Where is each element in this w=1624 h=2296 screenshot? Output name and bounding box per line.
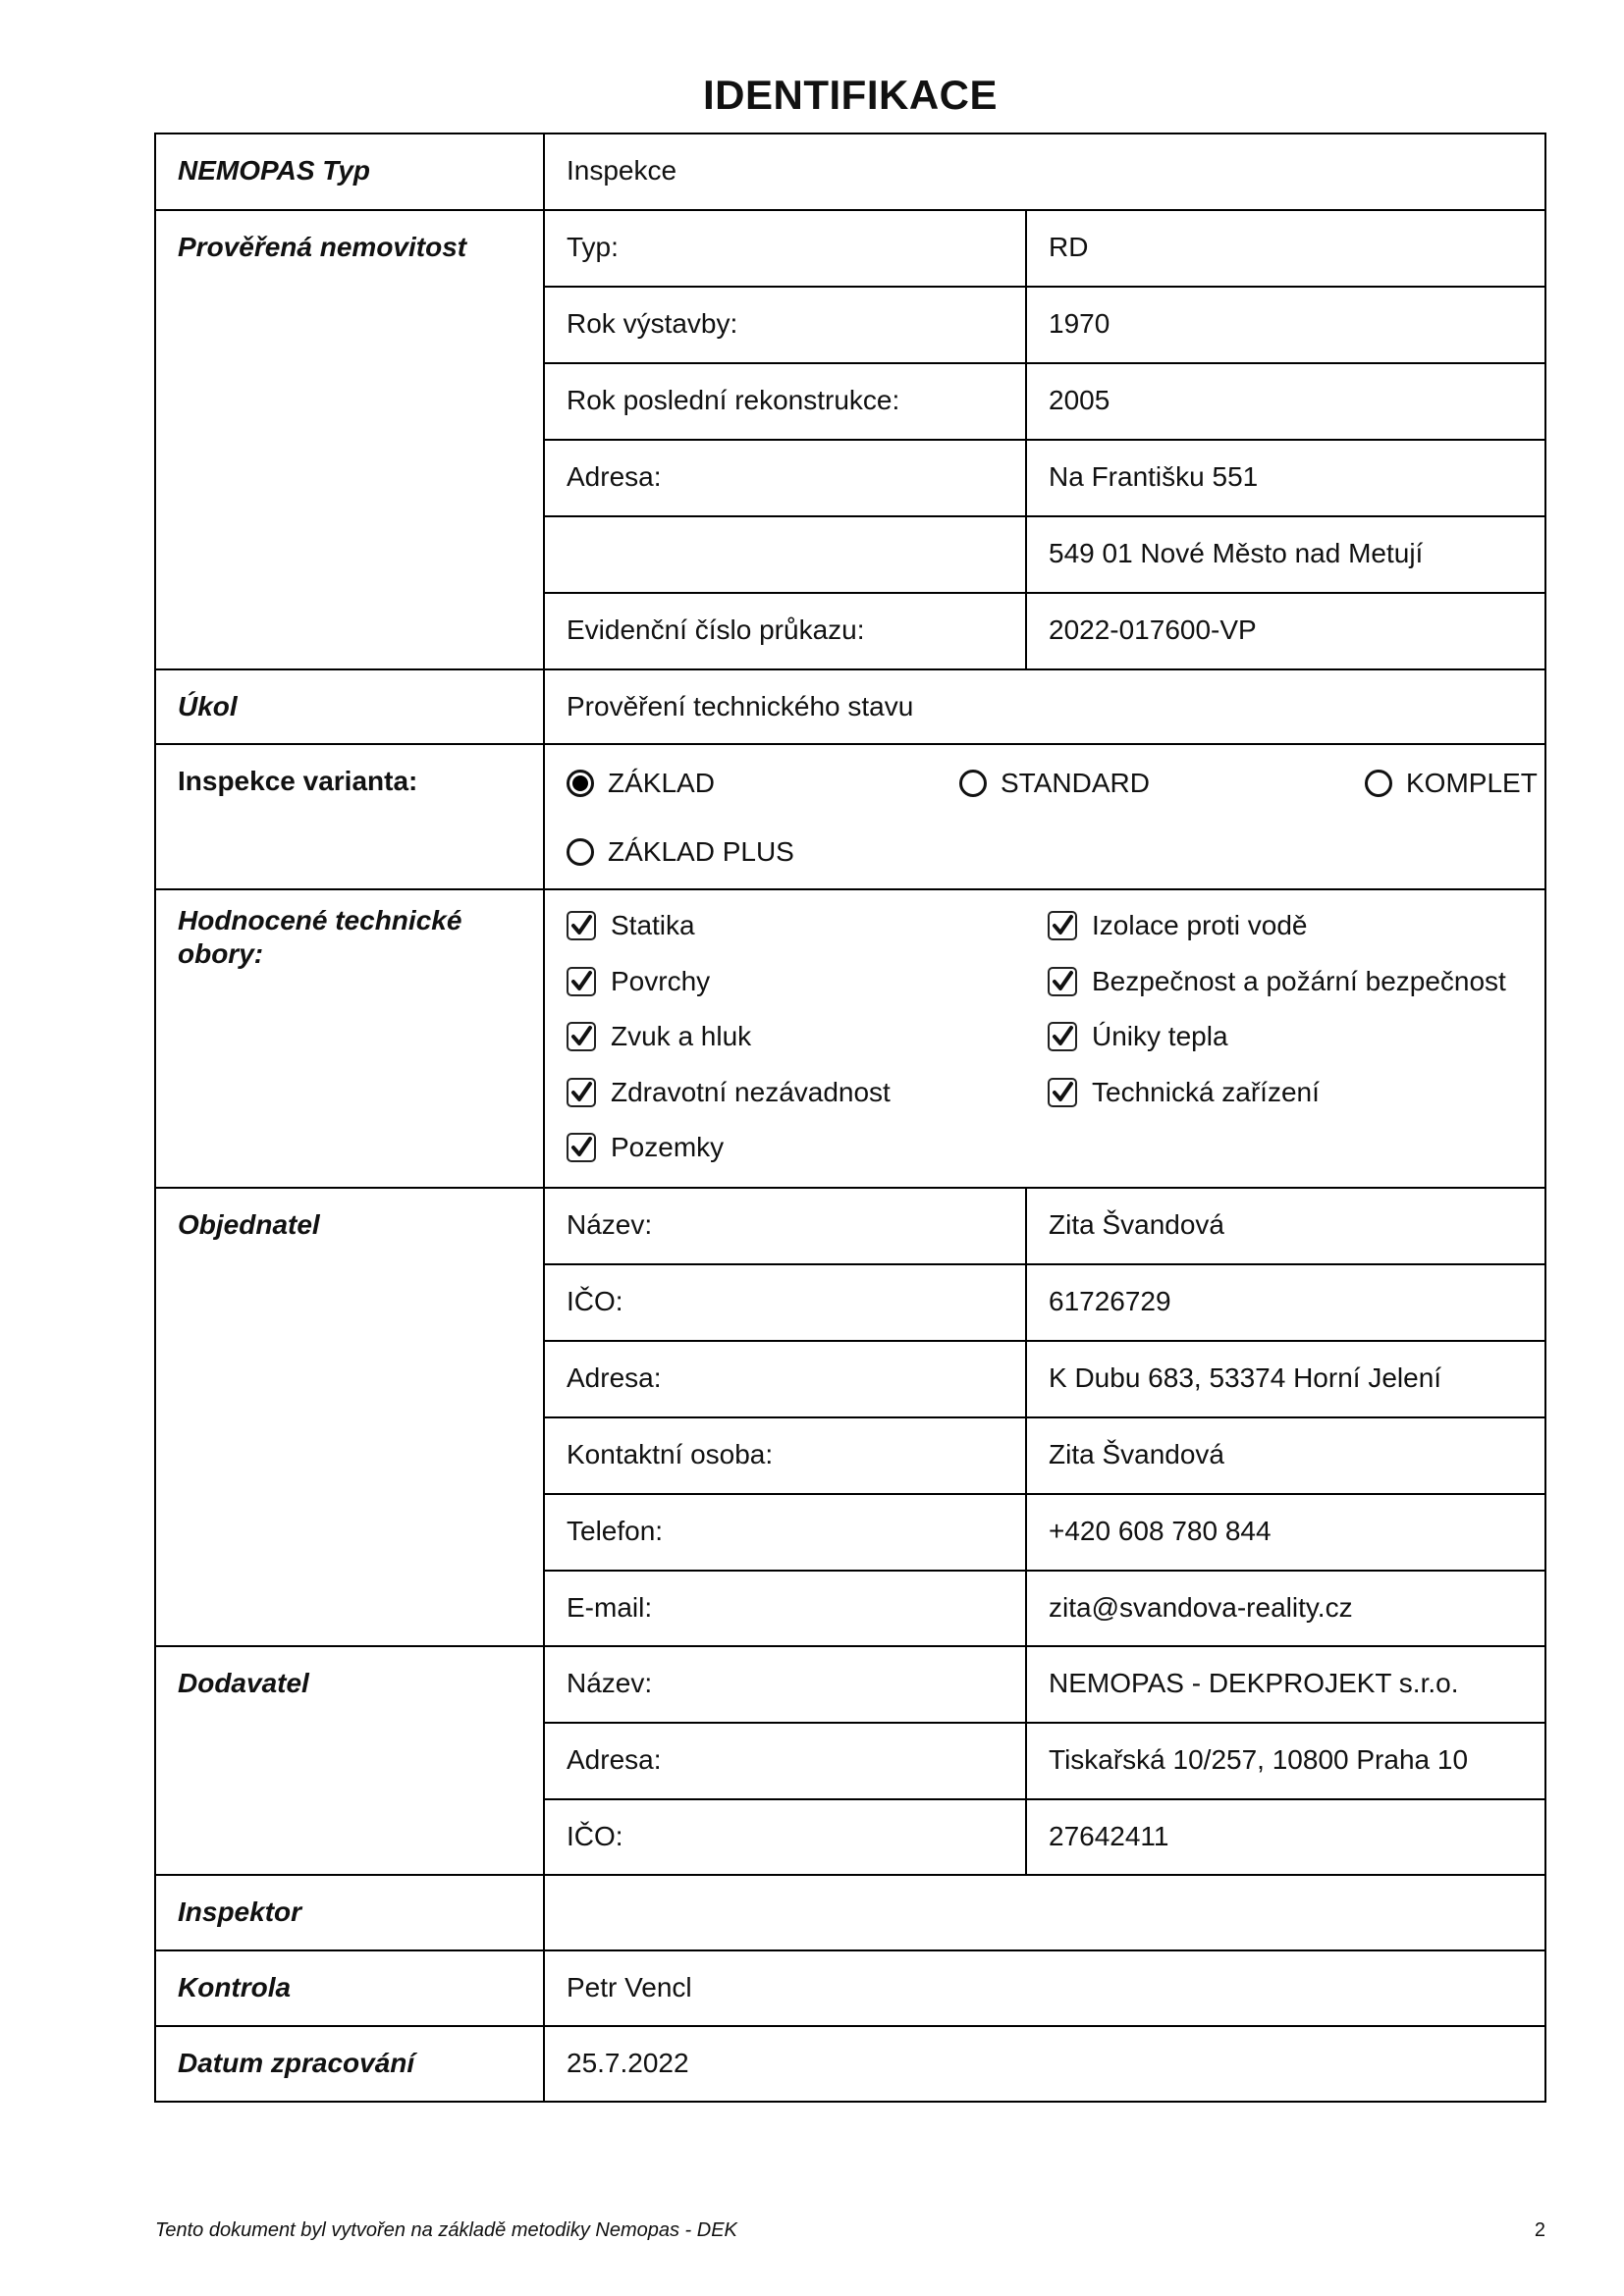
checkbox-checked-icon[interactable] (567, 1022, 596, 1051)
checkbox-option[interactable] (567, 1021, 751, 1052)
checkmark-icon (1051, 1080, 1076, 1105)
checkbox-option[interactable] (1048, 1077, 1320, 1108)
checkbox-checked-icon[interactable] (1048, 1078, 1077, 1107)
property-value: 1970 (1025, 286, 1546, 364)
radio-option-komplet[interactable] (1365, 768, 1538, 799)
supplier-value: Tiskařská 10/257, 10800 Praha 10 (1025, 1722, 1546, 1800)
checkbox-checked-icon[interactable] (1048, 911, 1077, 940)
control-label: Kontrola (154, 1949, 545, 2027)
nemopas-type-label: NEMOPAS Typ (154, 133, 545, 211)
date-value: 25.7.2022 (543, 2025, 1546, 2103)
checkbox-label: Zdravotní nezávadnost (611, 1076, 891, 1107)
checkmark-icon (569, 913, 595, 938)
radio-label: ZÁKLAD PLUS (608, 836, 794, 867)
variant-options (543, 743, 1546, 890)
radio-empty-icon[interactable] (567, 838, 594, 866)
inspector-label: Inspektor (154, 1874, 545, 1951)
date-label: Datum zpracování (154, 2025, 545, 2103)
control-value: Petr Vencl (543, 1949, 1546, 2027)
checkbox-label: Úniky tepla (1092, 1021, 1228, 1051)
checkbox-option[interactable] (567, 966, 710, 997)
checkmark-icon (569, 1080, 595, 1105)
property-value: 2022-017600-VP (1025, 592, 1546, 670)
client-key: Adresa: (543, 1340, 1027, 1418)
radio-option-standard[interactable] (959, 768, 1150, 799)
checkmark-icon (569, 1135, 595, 1160)
property-key: Rok výstavby: (543, 286, 1027, 364)
variant-label: Inspekce varianta: (154, 743, 545, 890)
checkbox-option[interactable] (567, 1077, 891, 1108)
property-value: 2005 (1025, 362, 1546, 441)
checkbox-option[interactable] (1048, 910, 1307, 941)
client-value: K Dubu 683, 53374 Horní Jelení (1025, 1340, 1546, 1418)
client-value: zita@svandova-reality.cz (1025, 1570, 1546, 1647)
radio-label: ZÁKLAD (608, 768, 715, 798)
supplier-label: Dodavatel (154, 1645, 545, 1876)
supplier-key: IČO: (543, 1798, 1027, 1876)
checkbox-option[interactable] (1048, 966, 1506, 997)
task-value: Prověření technického stavu (543, 668, 1546, 745)
client-key: IČO: (543, 1263, 1027, 1342)
radio-empty-icon[interactable] (959, 770, 987, 797)
property-key: Evidenční číslo průkazu: (543, 592, 1027, 670)
nemopas-type-value: Inspekce (543, 133, 1546, 211)
checkmark-icon (1051, 969, 1076, 994)
checkbox-option[interactable] (567, 1132, 724, 1163)
checkbox-label: Bezpečnost a požární bezpečnost (1092, 965, 1506, 996)
checkmark-icon (569, 1024, 595, 1049)
client-value: Zita Švandová (1025, 1187, 1546, 1265)
client-value: 61726729 (1025, 1263, 1546, 1342)
checkmark-icon (569, 969, 595, 994)
supplier-value: NEMOPAS - DEKPROJEKT s.r.o. (1025, 1645, 1546, 1724)
checkbox-checked-icon[interactable] (1048, 967, 1077, 996)
client-value: +420 608 780 844 (1025, 1493, 1546, 1572)
checkbox-option[interactable] (1048, 1021, 1228, 1052)
radio-selected-icon[interactable] (567, 770, 594, 797)
checkbox-label: Zvuk a hluk (611, 1021, 752, 1051)
checkbox-checked-icon[interactable] (567, 1078, 596, 1107)
checkbox-checked-icon[interactable] (567, 967, 596, 996)
supplier-key: Název: (543, 1645, 1027, 1724)
checkbox-label: Technická zařízení (1092, 1076, 1320, 1107)
client-value: Zita Švandová (1025, 1416, 1546, 1495)
checkbox-checked-icon[interactable] (567, 1133, 596, 1162)
client-key: E-mail: (543, 1570, 1027, 1647)
checkbox-option[interactable] (567, 910, 695, 941)
checkbox-label: Pozemky (611, 1132, 725, 1162)
checkbox-label: Povrchy (611, 965, 711, 996)
property-key: Typ: (543, 209, 1027, 288)
client-key: Telefon: (543, 1493, 1027, 1572)
property-label: Prověřená nemovitost (154, 209, 545, 670)
client-label: Objednatel (154, 1187, 545, 1647)
property-key (543, 515, 1027, 594)
client-key: Název: (543, 1187, 1027, 1265)
page-number: 2 (1534, 2219, 1545, 2241)
checkmark-icon (1051, 913, 1076, 938)
client-key: Kontaktní osoba: (543, 1416, 1027, 1495)
radio-empty-icon[interactable] (1365, 770, 1392, 797)
inspector-value (543, 1874, 1546, 1951)
checkbox-checked-icon[interactable] (567, 911, 596, 940)
page-title: IDENTIFIKACE (703, 72, 998, 118)
footer-note: Tento dokument byl vytvořen na základě metodiky Nemopas - DEK (155, 2219, 737, 2241)
property-key: Adresa: (543, 439, 1027, 517)
property-key: Rok poslední rekonstrukce: (543, 362, 1027, 441)
property-value: RD (1025, 209, 1546, 288)
property-value: 549 01 Nové Město nad Metují (1025, 515, 1546, 594)
fields-label: Hodnocené technické obory: (154, 888, 545, 1189)
radio-option-zaklad-plus[interactable] (567, 836, 794, 868)
supplier-key: Adresa: (543, 1722, 1027, 1800)
checkbox-label: Izolace proti vodě (1092, 910, 1308, 940)
task-label: Úkol (154, 668, 545, 745)
property-value: Na Františku 551 (1025, 439, 1546, 517)
checkbox-checked-icon[interactable] (1048, 1022, 1077, 1051)
supplier-value: 27642411 (1025, 1798, 1546, 1876)
radio-option-zaklad[interactable] (567, 768, 715, 799)
radio-label: STANDARD (1001, 768, 1150, 798)
checkbox-label: Statika (611, 910, 695, 940)
checkmark-icon (1051, 1024, 1076, 1049)
radio-label: KOMPLET (1406, 768, 1538, 798)
